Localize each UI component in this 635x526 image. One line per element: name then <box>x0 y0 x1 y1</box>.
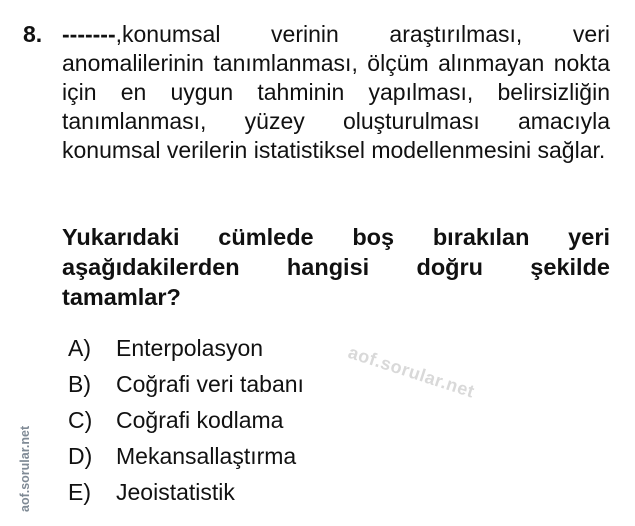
option-d[interactable] <box>68 438 304 474</box>
watermark-center: aof.sorular.net <box>345 342 478 402</box>
option-letter: A) <box>68 335 91 361</box>
question-stem-text: ,konumsal verinin araştırılması, veri anomalilerinin tanımlanması, ölçüm alınmayan nokta için en uygun tahminin yapılması, belirsizliğin tanımlanması, yüzey oluşturulması amacıyla konumsal verilerin istatistiksel modellenmesini sağlar. <box>62 21 610 163</box>
option-c[interactable] <box>68 402 304 438</box>
question-number: 8. <box>23 21 43 47</box>
option-text: Coğrafi kodlama <box>116 407 284 433</box>
option-b[interactable] <box>68 366 304 402</box>
option-letter: E) <box>68 479 91 505</box>
question-stem <box>62 20 610 165</box>
option-text: Mekansallaştırma <box>116 443 297 469</box>
blank-placeholder: ------- <box>62 21 116 47</box>
option-text: Enterpolasyon <box>116 335 264 361</box>
option-letter: D) <box>68 443 93 469</box>
watermark-side: aof.sorular.net <box>18 425 32 512</box>
option-letter: C) <box>68 407 93 433</box>
option-text: Jeoistatistik <box>116 479 235 505</box>
option-text: Coğrafi veri tabanı <box>116 371 304 397</box>
answer-options <box>68 330 304 510</box>
option-letter: B) <box>68 371 91 397</box>
question-prompt: Yukarıdaki cümlede boş bırakılan yeri aşağıdakilerden hangisi doğru şekilde tamamlar? <box>62 224 610 310</box>
option-a[interactable] <box>68 330 304 366</box>
option-e[interactable] <box>68 474 304 510</box>
